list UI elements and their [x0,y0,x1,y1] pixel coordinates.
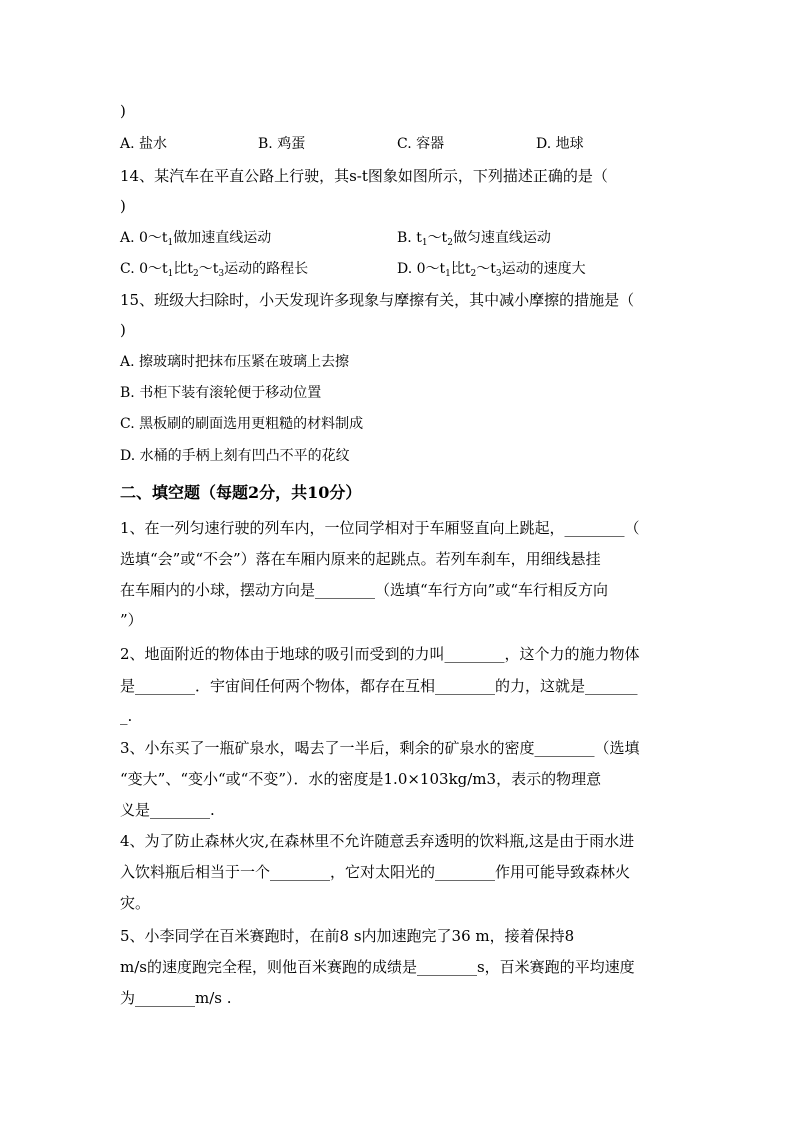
q14-stem-end: ) [120,197,126,215]
q15-option-d: D. 水桶的手柄上刻有凹凸不平的花纹 [120,448,350,464]
section-heading-fill-in: 二、填空题（每题2分，共10分） [120,483,362,502]
fill-q2-line1: 2、地面附近的物体由于地球的吸引而受到的力叫________，这个力的施力物体 [120,645,640,663]
q15-stem-end: ) [120,321,126,339]
q15-option-c: C. 黑板刷的刷面选用更粗糙的材料制成 [120,416,364,432]
fill-q5-line2: m/s的速度跑完全程，则他百米赛跑的成绩是________s，百米赛跑的平均速度 [120,958,635,976]
fill-q1-line1: 1、在一列匀速行驶的列车内，一位同学相对于车厢竖直向上跳起，________（ [120,519,640,537]
q13-option-d: D. 地球 [536,136,584,152]
q14-option-d: D. $0\sim t_1$比$t_2\sim t_3$运动的速度大 [397,261,586,279]
fill-q4-line1: 4、为了防止森林火灾,在森林里不允许随意丢弃透明的饮料瓶,这是由于雨水进 [120,832,635,850]
fill-q2-line2: 是________．宇宙间任何两个物体，都存在互相________的力，这就是_______ [120,677,638,695]
fill-q1-line2: 选填“会”或“不会”）落在车厢内原来的起跳点。若列车刹车，用细线悬挂 [120,550,601,568]
fill-q3-line1: 3、小东买了一瓶矿泉水，喝去了一半后，剩余的矿泉水的密度________（选填 [120,739,640,757]
q13-option-c: C. 容器 [397,136,445,152]
fill-q5-line3: 为________m/s . [120,989,232,1007]
q13-option-b: B. 鸡蛋 [258,136,306,152]
fill-q1-line4: ”） [120,611,143,629]
fill-q5-line1: 5、小李同学在百米赛跑时，在前8 s内加速跑完了36 m，接着保持8 [120,927,575,945]
q15-option-b: B. 书柜下装有滚轮便于移动位置 [120,385,322,401]
fill-q4-line2: 入饮料瓶后相当于一个________，它对太阳光的________作用可能导致森林火 [120,863,631,881]
fill-q1-line3: 在车厢内的小球，摆动方向是________（选填“车行方向”或“车行相反方向 [120,581,609,599]
q15-option-a: A. 擦玻璃时把抹布压紧在玻璃上去擦 [120,354,350,370]
fill-q3-line2: “变大”、“变小“或“不变”）．水的密度是1.0×103kg/m3，表示的物理意 [120,770,602,788]
fill-q3-line3: 义是________. [120,801,215,819]
q13-option-a: A. 盐水 [120,136,168,152]
q14-stem: 14、某汽车在平直公路上行驶，其s-t图象如图所示，下列描述正确的是（ [120,167,608,185]
fill-q2-line3: _. [120,707,133,725]
q15-stem: 15、班级大扫除时，小天发现许多现象与摩擦有关，其中减小摩擦的措施是（ [120,291,635,309]
q14-option-b: B. $t_1\sim t_2$做匀速直线运动 [397,230,551,248]
q13-continuation: ) [120,102,126,120]
fill-q4-line3: 灾。 [120,894,151,912]
q14-option-c: C. $0\sim t_1$比$t_2\sim t_3$运动的路程长 [120,261,309,279]
q14-option-a: A. $0\sim t_1$做加速直线运动 [120,230,272,248]
